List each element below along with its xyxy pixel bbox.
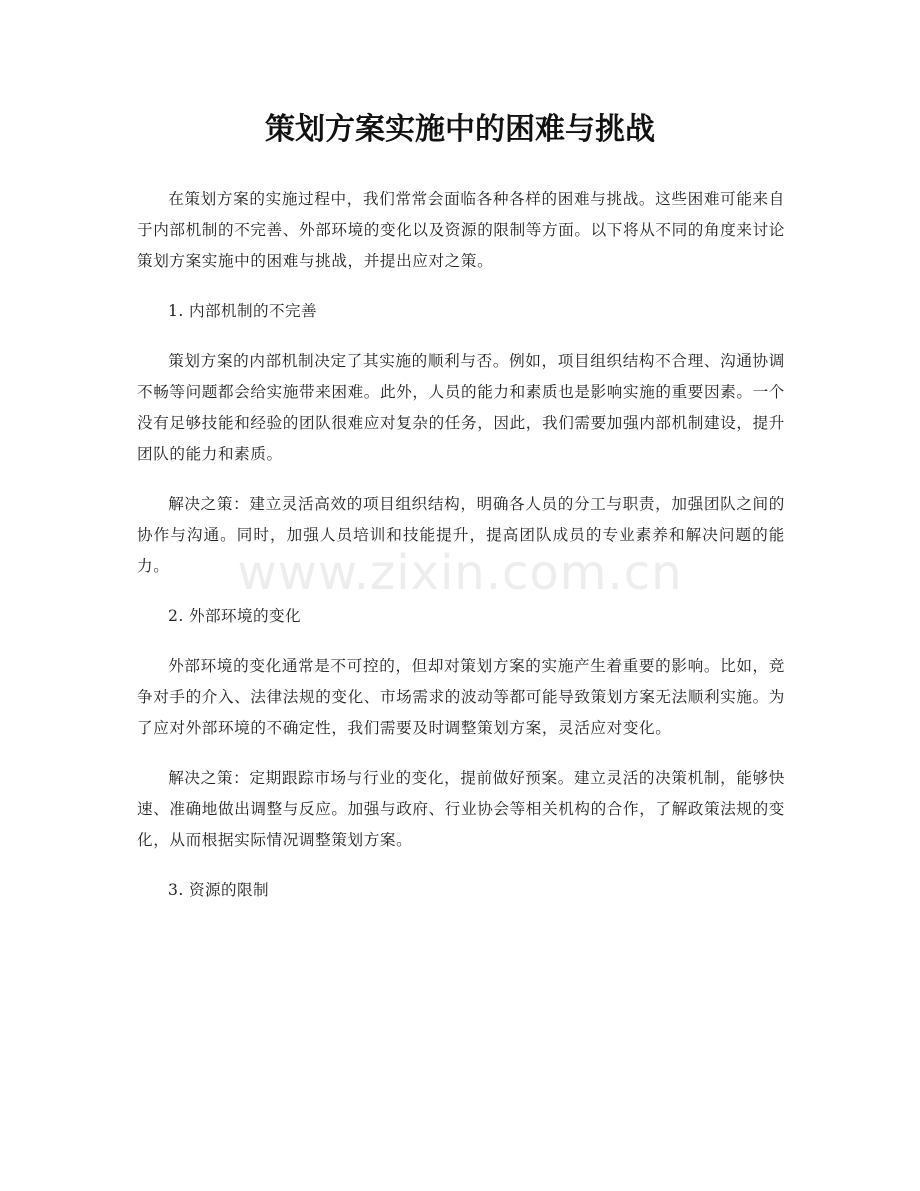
page-title: 策划方案实施中的困难与挑战 (265, 112, 655, 147)
section-1-solution: 解决之策：建立灵活高效的项目组织结构，明确各人员的分工与职责，加强团队之间的协作与沟通。同时，加强人员培训和技能提升，提高团队成员的专业素养和解决问题的能力。 (137, 495, 785, 575)
section-2-paragraph: 外部环境的变化通常是不可控的，但却对策划方案的实施产生着重要的影响。比如，竞争对手的介入、法律法规的变化、市场需求的波动等都可能导致策划方案无法顺利实施。为了应对外部环境的不确定性，我们需要及时调整策划方案，灵活应对变化。 (137, 657, 785, 737)
watermark: www.zixin.com.cn (237, 545, 683, 601)
section-heading-2: 2. 外部环境的变化 (168, 607, 301, 625)
section-heading-3: 3. 资源的限制 (168, 881, 270, 899)
section-heading-1: 1. 内部机制的不完善 (168, 302, 317, 320)
document-body (137, 184, 785, 925)
section-2-solution: 解决之策：定期跟踪市场与行业的变化，提前做好预案。建立灵活的决策机制，能够快速、准确地做出调整与反应。加强与政府、行业协会等相关机构的合作，了解政策法规的变化，从而根据实际情况调整策划方案。 (137, 769, 785, 849)
intro-paragraph: 在策划方案的实施过程中，我们常常会面临各种各样的困难与挑战。这些困难可能来自于内部机制的不完善、外部环境的变化以及资源的限制等方面。以下将从不同的角度来讨论策划方案实施中的困难与挑战，并提出应对之策。 (137, 190, 785, 270)
section-1-paragraph: 策划方案的内部机制决定了其实施的顺利与否。例如，项目组织结构不合理、沟通协调不畅等问题都会给实施带来困难。此外，人员的能力和素质也是影响实施的重要因素。一个没有足够技能和经验的团队很难应对复杂的任务，因此，我们需要加强内部机制建设，提升团队的能力和素质。 (137, 352, 785, 463)
